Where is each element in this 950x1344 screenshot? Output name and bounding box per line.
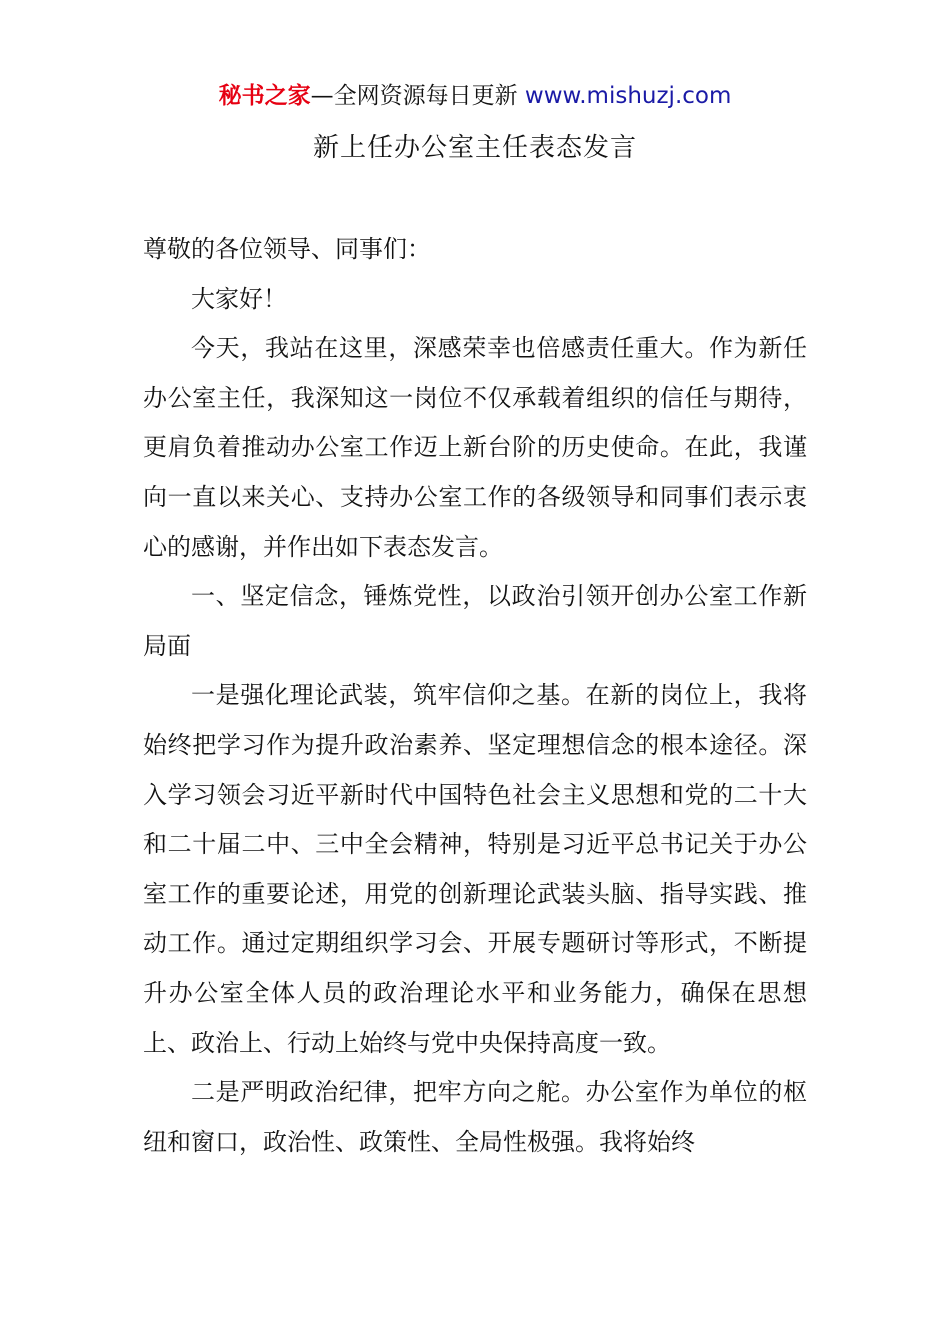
document-body [143, 225, 807, 1167]
site-url[interactable]: www.mishuzj.com [524, 83, 732, 109]
paragraph-intro: 今天，我站在这里，深感荣幸也倍感责任重大。作为新任办公室主任，我深知这一岗位不仅承载着组织的信任与期待，更肩负着推动办公室工作迈上新台阶的历史使命。在此，我谨向一直以来关心、支持办公室工作的各级领导和同事们表示衷心的感谢，并作出如下表态发言。 [143, 334, 807, 561]
paragraph-discipline: 二是严明政治纪律，把牢方向之舵。办公室作为单位的枢纽和窗口，政治性、政策性、全局性极强。我将始终 [143, 1078, 807, 1156]
section-heading-1: 一、坚定信念，锤炼党性，以政治引领开创办公室工作新局面 [143, 582, 807, 660]
salutation: 尊敬的各位领导、同事们： [143, 235, 431, 263]
paragraph-theory: 一是强化理论武装，筑牢信仰之基。在新的岗位上，我将始终把学习作为提升政治素养、坚定理想信念的根本途径。深入学习领会习近平新时代中国特色社会主义思想和党的二十大和二十届二中、三中全会精神，特别是习近平总书记关于办公室工作的重要论述，用党的创新理论武装头脑、指导实践、推动工作。通过定期组织学习会、开展专题研讨等形式，不断提升办公室全体人员的政治理论水平和业务能力，确保在思想上、政治上、行动上始终与党中央保持高度一致。 [143, 681, 807, 1057]
document-title: 新上任办公室主任表态发言 [312, 133, 637, 163]
site-header [0, 80, 950, 112]
paragraph-greeting: 大家好！ [191, 284, 287, 313]
site-brand: 秘书之家 [218, 83, 311, 109]
site-tagline: —全网资源每日更新 [310, 83, 525, 109]
